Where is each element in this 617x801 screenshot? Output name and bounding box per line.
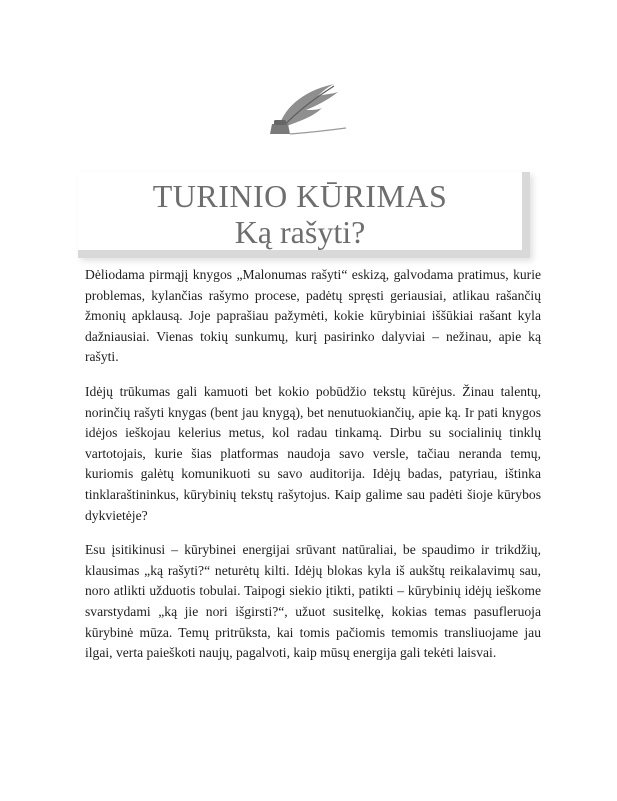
paragraph: Idėjų trūkumas gali kamuoti bet kokio pobūdžio tekstų kūrėjus. Žinau talentų, norinčių rašyti knygas (bent jau knygą), bet nenutuokiančių, apie ką. Ir pati knygos idėjos ieškojau kelerius metus, kol radau tinkamą. Dirbu su socialinių tinklų vartotojais, kurie šias platformas naudoja savo versle, tačiau neranda temų, kuriomis galėtų komunikuoti su savo auditorija. Idėjų badas, patyriau, ištinka tinklaraštininkus, kūrybinių tekstų rašytojus. Kaip galime sau padėti šioje kūrybos dykvietėje? [85,383,541,523]
body-text [85,265,541,678]
chapter-subtitle: Ką rašyti? [234,214,366,250]
chapter-title: TURINIO KŪRIMAS [152,178,448,214]
paragraph: Esu įsitikinusi – kūrybinei energijai srūvant natūraliai, be spaudimo ir trikdžių, klausimas „ką rašyti?“ neturėtų kilti. Idėjų blokas kyla iš aukštų reikalavimų sau, noro atlikti užduotis tobulai. Taipogi siekio įtikti, patikti – kūrybinių idėjų ieškome svarstydami „ką jie nori išgirsti?“, užuot susitelkę, kokias temas pasufleruoja kūrybinė mūza. Temų pritrūksta, kai tomis pačiomis temomis transliuojame jau ilgai, verta paieškoti naujų, pagalvoti, kaip mūsų energija gali tekėti laisvai. [85,542,541,661]
chapter-title-box [78,172,530,258]
paragraph: Dėliodama pirmąjį knygos „Malonumas rašyti“ eskizą, galvodama pratimus, kurie problemas, kylančias rašymo procese, padėtų spręsti geriausiai, atlikau rašančių žmonių apklausą. Joje paprašiau pažymėti, kokie kūrybiniai iššūkiai rašant kyla dažniausiai. Vienas tokių sunkumų, kurį pasirinko dalyviai – nežinau, apie ką rašyti. [85,267,541,365]
quill-and-inkwell-icon [268,78,348,136]
